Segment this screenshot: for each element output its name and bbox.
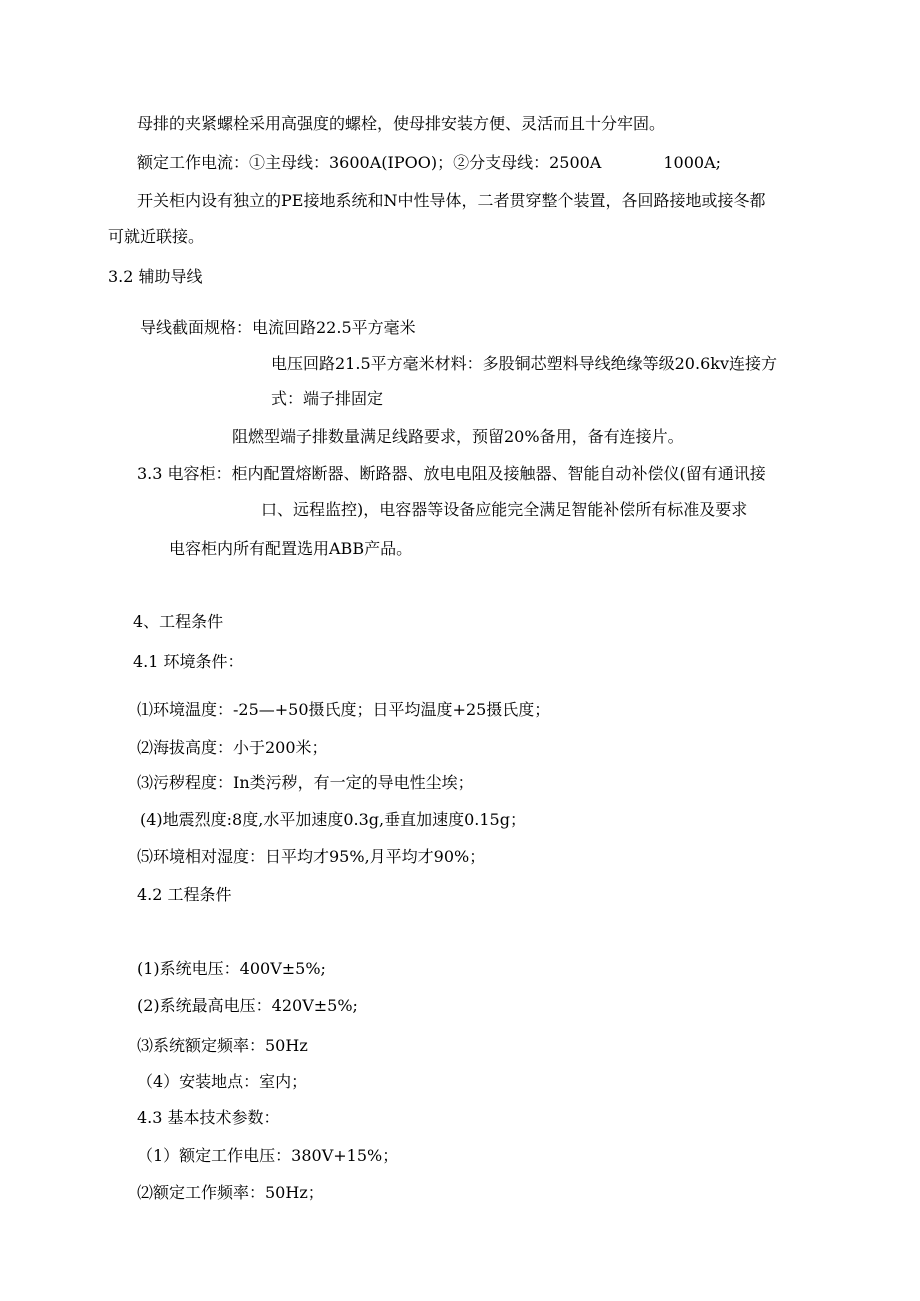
section-4-1-heading: 4.1 环境条件：: [133, 652, 244, 671]
rated-voltage-line: （1）额定工作电压：380V+15%；: [137, 1146, 399, 1165]
rated-current-main: 额定工作电流：①主母线：3600A(IPOO)；②分支母线：2500A: [137, 153, 602, 172]
grounding-paragraph-cont: 可就近联接。: [108, 227, 205, 246]
install-location-line: （4）安装地点：室内；: [137, 1072, 308, 1091]
seismic-line: (4)地震烈度:8度,水平加速度0.3g,垂直加速度0.15g；: [140, 810, 526, 829]
rated-working-frequency-line: ⑵额定工作频率：50Hz；: [137, 1183, 324, 1202]
pollution-line: ⑶污秽程度：In类污秽，有一定的导电性尘埃；: [137, 773, 474, 792]
section-4-3-heading: 4.3 基本技术参数：: [137, 1108, 280, 1127]
system-voltage-line: (1)系统电压：400V±5%;: [137, 959, 326, 978]
section-3-3-cont: 口、远程监控)，电容器等设备应能完全满足智能补偿所有标准及要求: [261, 500, 748, 519]
grounding-paragraph: 开关柜内设有独立的PE接地系统和N中性导体，二者贯穿整个装置，各回路接地或接冬都: [137, 191, 766, 210]
env-temperature-line: ⑴环境温度：-25—+50摄氏度；日平均温度+25摄氏度；: [137, 700, 551, 719]
connection-method-line: 式：端子排固定: [271, 389, 384, 408]
section-4-2-heading: 4.2 工程条件: [137, 885, 232, 904]
terminal-block-line: 阻燃型端子排数量满足线路要求，预留20%备用，备有连接片。: [232, 427, 684, 446]
humidity-line: ⑸环境相对湿度：日平均才95%,月平均才90%；: [137, 847, 486, 866]
voltage-loop-line: 电压回路21.5平方毫米材料：多股铜芯塑料导线绝缘等级20.6kv连接方: [271, 354, 777, 373]
max-voltage-line: (2)系统最高电压：420V±5%;: [137, 996, 358, 1015]
section-3-3-line: 3.3 电容柜：柜内配置熔断器、断路器、放电电阻及接触器、智能自动补偿仪(留有通讯接: [137, 464, 766, 483]
busbar-bolt-paragraph: 母排的夹紧螺栓采用高强度的螺栓，使母排安装方便、灵活而且十分牢固。: [137, 114, 666, 133]
wire-spec-line: 导线截面规格：电流回路22.5平方毫米: [140, 318, 416, 337]
section-4-heading: 4、工程条件: [133, 612, 224, 631]
section-3-2-heading: 3.2 辅助导线: [108, 267, 203, 286]
capacitor-abb-line: 电容柜内所有配置选用ABB产品。: [169, 539, 413, 558]
altitude-line: ⑵海拔高度：小于200米；: [137, 738, 328, 757]
rated-frequency-line: ⑶系统额定频率：50Hz: [137, 1036, 308, 1055]
rated-current-extra: 1000A;: [663, 153, 722, 172]
rated-current-line: [137, 153, 721, 173]
